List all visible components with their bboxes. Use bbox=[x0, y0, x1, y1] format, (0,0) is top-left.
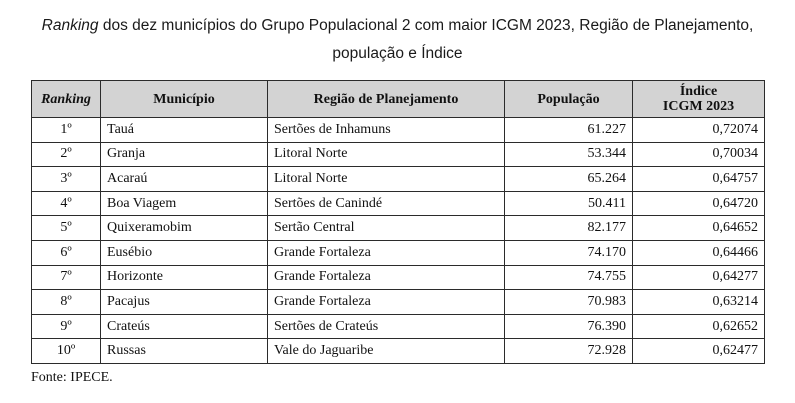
cell-municipio: Pacajus bbox=[101, 290, 268, 315]
cell-ranking: 7º bbox=[32, 265, 101, 290]
cell-municipio: Russas bbox=[101, 339, 268, 364]
table-body bbox=[32, 118, 765, 364]
header-indice-line1: Índice bbox=[679, 84, 718, 99]
cell-ranking: 3º bbox=[32, 167, 101, 192]
cell-regiao: Vale do Jaguaribe bbox=[268, 339, 505, 364]
cell-indice: 0,62652 bbox=[633, 314, 765, 339]
cell-ranking: 9º bbox=[32, 314, 101, 339]
table-row bbox=[32, 118, 765, 143]
cell-populacao: 74.170 bbox=[505, 240, 633, 265]
caption-line-2: população e Índice bbox=[332, 45, 463, 62]
cell-regiao: Sertão Central bbox=[268, 216, 505, 241]
header-indice bbox=[633, 81, 765, 118]
cell-municipio: Acaraú bbox=[101, 167, 268, 192]
cell-regiao: Grande Fortaleza bbox=[268, 265, 505, 290]
cell-populacao: 70.983 bbox=[505, 290, 633, 315]
header-municipio: Município bbox=[101, 81, 268, 118]
cell-populacao: 82.177 bbox=[505, 216, 633, 241]
cell-ranking: 5º bbox=[32, 216, 101, 241]
cell-regiao: Litoral Norte bbox=[268, 167, 505, 192]
cell-indice: 0,64652 bbox=[633, 216, 765, 241]
cell-municipio: Eusébio bbox=[101, 240, 268, 265]
cell-indice: 0,64720 bbox=[633, 191, 765, 216]
cell-indice: 0,64277 bbox=[633, 265, 765, 290]
table-row bbox=[32, 265, 765, 290]
cell-regiao: Sertões de Inhamuns bbox=[268, 118, 505, 143]
table-row bbox=[32, 142, 765, 167]
cell-ranking: 1º bbox=[32, 118, 101, 143]
table-row bbox=[32, 339, 765, 364]
ranking-table bbox=[31, 80, 765, 364]
cell-municipio: Horizonte bbox=[101, 265, 268, 290]
cell-ranking: 6º bbox=[32, 240, 101, 265]
cell-populacao: 76.390 bbox=[505, 314, 633, 339]
cell-populacao: 72.928 bbox=[505, 339, 633, 364]
cell-ranking: 8º bbox=[32, 290, 101, 315]
caption-line-1 bbox=[0, 12, 795, 40]
table-row bbox=[32, 191, 765, 216]
table-row bbox=[32, 167, 765, 192]
cell-populacao: 50.411 bbox=[505, 191, 633, 216]
cell-populacao: 74.755 bbox=[505, 265, 633, 290]
table-row bbox=[32, 290, 765, 315]
header-ranking: Ranking bbox=[32, 81, 101, 118]
cell-indice: 0,72074 bbox=[633, 118, 765, 143]
cell-populacao: 53.344 bbox=[505, 142, 633, 167]
cell-regiao: Sertões de Crateús bbox=[268, 314, 505, 339]
cell-indice: 0,70034 bbox=[633, 142, 765, 167]
cell-ranking: 4º bbox=[32, 191, 101, 216]
caption-text: dos dez municípios do Grupo Populacional 2 com maior ICGM 2023, Região de Planejamento, bbox=[98, 17, 754, 34]
table-caption bbox=[0, 12, 795, 68]
cell-ranking: 10º bbox=[32, 339, 101, 364]
table-row bbox=[32, 240, 765, 265]
header-populacao: População bbox=[505, 81, 633, 118]
cell-regiao: Grande Fortaleza bbox=[268, 290, 505, 315]
cell-regiao: Sertões de Canindé bbox=[268, 191, 505, 216]
cell-populacao: 61.227 bbox=[505, 118, 633, 143]
cell-municipio: Quixeramobim bbox=[101, 216, 268, 241]
cell-indice: 0,64466 bbox=[633, 240, 765, 265]
caption-italic: Ranking bbox=[41, 17, 99, 34]
cell-municipio: Boa Viagem bbox=[101, 191, 268, 216]
table-row bbox=[32, 216, 765, 241]
table-row bbox=[32, 314, 765, 339]
cell-indice: 0,62477 bbox=[633, 339, 765, 364]
cell-municipio: Granja bbox=[101, 142, 268, 167]
cell-ranking: 2º bbox=[32, 142, 101, 167]
header-regiao: Região de Planejamento bbox=[268, 81, 505, 118]
cell-municipio: Crateús bbox=[101, 314, 268, 339]
header-indice-line2: ICGM 2023 bbox=[662, 99, 735, 114]
cell-regiao: Litoral Norte bbox=[268, 142, 505, 167]
cell-indice: 0,64757 bbox=[633, 167, 765, 192]
table-header-row bbox=[32, 81, 765, 118]
cell-indice: 0,63214 bbox=[633, 290, 765, 315]
cell-regiao: Grande Fortaleza bbox=[268, 240, 505, 265]
cell-populacao: 65.264 bbox=[505, 167, 633, 192]
cell-municipio: Tauá bbox=[101, 118, 268, 143]
source-note: Fonte: IPECE. bbox=[31, 370, 113, 385]
